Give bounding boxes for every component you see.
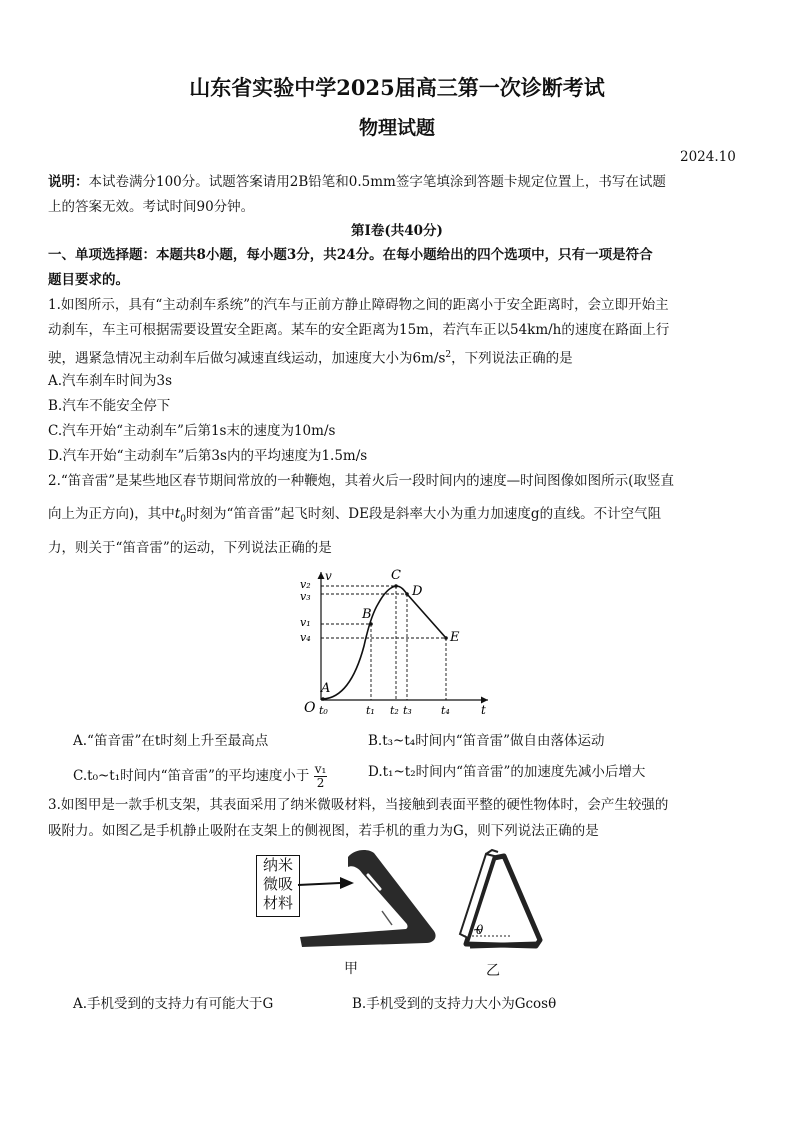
point-e: E: [450, 630, 460, 645]
fraction-v1-over-2: $\frac{\text{v₁}}{2}$: [314, 762, 327, 790]
x-label-t2: t₂: [390, 704, 399, 716]
axis-v-label: v: [325, 569, 332, 583]
q2-option-c: C.t₀~t₁时间内“笛音雷”的平均速度小于 $\frac{\text{v₁}}{2}$: [73, 762, 327, 790]
q1-line3: 驶，遇紧急情况主动刹车后做匀减速直线运动，加速度大小为$6m/s^2$，下列说法正确的是: [48, 350, 573, 367]
x-label-t4: t₄: [441, 704, 450, 716]
point-a: A: [321, 681, 331, 696]
origin-label: O: [304, 700, 316, 716]
q1-line2: 动刹车，车主可根据需要设置安全距离。某车的安全距离为15m，若汽车正以54km/h的速度在路面上行: [48, 322, 670, 338]
point-a-dot: [321, 697, 325, 701]
q2-line3: 力，则关于“笛音雷”的运动，下列说法正确的是: [48, 540, 332, 556]
nano-material-label-box: [256, 855, 300, 917]
exam-title: 山东省实验中学2025届高三第一次诊断考试: [189, 75, 605, 100]
x-label-t0: t₀: [319, 704, 328, 716]
q1-option-c: C.汽车开始“主动刹车”后第1s末的速度为10m/s: [48, 423, 336, 439]
axis-t-label: t: [481, 703, 486, 716]
section-heading-line1: 一、单项选择题：本题共8小题，每小题3分，共24分。在每小题给出的四个选项中，只有一项是符合: [48, 247, 653, 263]
q2-option-d: D.t₁~t₂时间内“笛音雷”的加速度先减小后增大: [368, 764, 646, 780]
y-label-v1: v₁: [300, 616, 311, 629]
exam-date: 2024.10: [680, 149, 736, 165]
label-line-3: 材料: [262, 894, 293, 912]
x-label-t3: t₃: [403, 704, 412, 716]
instructions-label: 说明：: [48, 174, 89, 190]
phone-side-view-figure: [452, 848, 552, 958]
instructions-line2: 上的答案无效。考试时间90分钟。: [48, 199, 255, 215]
subject-title: 物理试题: [358, 117, 435, 139]
section-heading-line2: 题目要求的。: [48, 272, 129, 288]
q1-line1: 1.如图所示，具有“主动刹车系统”的汽车与正前方静止障碍物之间的距离小于安全距离时，会立即开始主: [48, 297, 669, 313]
point-b-dot: [369, 622, 373, 626]
x-label-t1: t₁: [366, 704, 375, 716]
velocity-curve: [323, 586, 446, 699]
y-label-v3: v₃: [300, 590, 311, 603]
point-c-dot: [394, 584, 398, 588]
caption-yi: 乙: [486, 963, 500, 979]
point-d-dot: [405, 592, 409, 596]
q2-line1: 2.“笛音雷”是某些地区春节期间常放的一种鞭炮，其着火后一段时间内的速度—时间图像如图所示(取竖直: [48, 473, 674, 489]
q3-option-a: A.手机受到的支持力有可能大于G: [73, 996, 274, 1012]
section-title: 第Ⅰ卷(共40分): [351, 223, 443, 239]
q3-option-b: B.手机受到的支持力大小为Gcosθ: [352, 996, 557, 1012]
q3-line2: 吸附力。如图乙是手机静止吸附在支架上的侧视图，若手机的重力为G，则下列说法正确的是: [48, 823, 599, 839]
label-line-1: 纳米: [262, 856, 293, 874]
label-line-2: 微吸: [262, 875, 293, 893]
instructions-line1: 说明：本试卷满分100分。试题答案请用2B铅笔和0.5mm签字笔填涂到答题卡规定位置上，书写在试题: [48, 174, 666, 190]
q2-option-a: A.“笛音雷”在t时刻上升至最高点: [73, 733, 269, 749]
angle-theta: θ: [476, 923, 484, 937]
q1-option-a: A.汽车刹车时间为3s: [48, 373, 173, 389]
velocity-time-graph: [298, 566, 498, 716]
point-c: C: [391, 568, 401, 583]
q3-line1: 3.如图甲是一款手机支架，其表面采用了纳米微吸材料，当接触到表面平整的硬性物体时，会产生较强的: [48, 797, 669, 813]
y-label-v2: v₂: [300, 578, 311, 591]
q1-option-b: B.汽车不能安全停下: [48, 398, 171, 414]
point-e-dot: [444, 636, 448, 640]
q2-option-b: B.t₃~t₄时间内“笛音雷”做自由落体运动: [368, 733, 605, 749]
point-b: B: [362, 607, 372, 622]
phone-holder-figure: [296, 845, 446, 955]
q2-line2: 向上为正方向)，其中$t_0$时刻为“笛音雷”起飞时刻、DE段是斜率大小为重力加速度g的直线。不计空气阻: [48, 506, 662, 525]
q1-option-d: D.汽车开始“主动刹车”后第3s内的平均速度为1.5m/s: [48, 448, 368, 464]
point-d: D: [412, 584, 423, 599]
y-label-v4: v₄: [300, 631, 311, 644]
caption-jia: 甲: [344, 961, 358, 977]
